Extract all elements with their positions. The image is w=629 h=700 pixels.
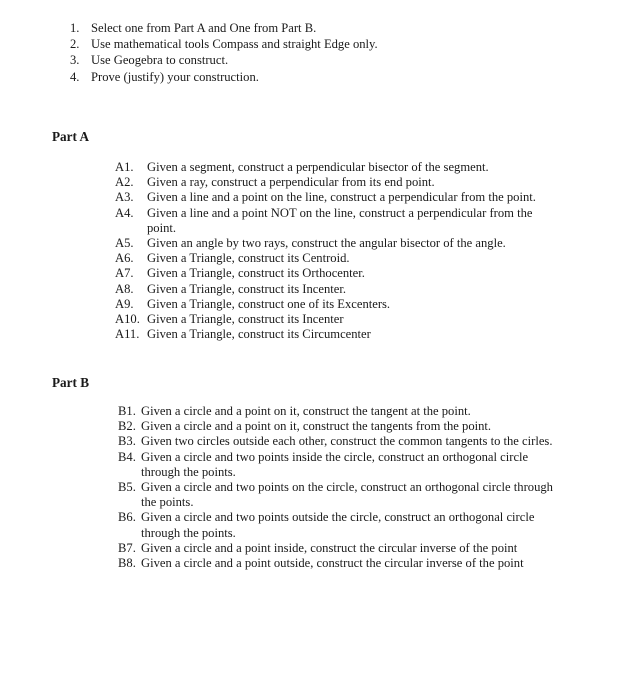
item-text: Given an angle by two rays, construct the angular bisector of the angle.: [147, 236, 506, 251]
item-code: A6.: [115, 251, 134, 266]
item-code: B8.: [118, 556, 136, 571]
item-continuation: point.: [147, 220, 177, 235]
item-code: A5.: [115, 236, 134, 251]
item-text: Given a Triangle, construct one of its Excenters.: [147, 296, 391, 311]
part-a-list: [115, 160, 585, 342]
item-text: Given a segment, construct a perpendicular bisector of the segment.: [147, 160, 489, 174]
part-a-item: [115, 282, 585, 297]
item-text: Given a line and a point on the line, construct a perpendicular from the point.: [147, 190, 536, 205]
item-text: Given a circle and a point outside, construct the circular inverse of the point: [141, 556, 524, 571]
part-b-item: [118, 480, 588, 495]
item-code: B6.: [118, 510, 136, 525]
item-code: B3.: [118, 434, 136, 449]
instruction-item: [70, 69, 610, 85]
item-text: Given a ray, construct a perpendicular from its end point.: [147, 175, 435, 190]
item-text: Given a circle and a point on it, construct the tangent at the point.: [141, 404, 471, 418]
item-text: Given a Triangle, construct its Incenter.: [147, 281, 347, 296]
part-a-item: [115, 206, 585, 221]
item-text: Given a line and a point NOT on the line, construct a perpendicular from the: [147, 205, 533, 220]
part-a-item: [115, 175, 585, 190]
item-continuation: the points.: [141, 495, 194, 510]
instruction-text: Use Geogebra to construct.: [91, 53, 229, 68]
item-continuation: through the points.: [141, 464, 236, 479]
part-b-heading: Part B: [52, 375, 89, 390]
part-b-item: [118, 419, 588, 434]
item-continuation: through the points.: [141, 525, 236, 540]
part-b-list: [118, 404, 588, 571]
part-b-item: [118, 404, 588, 419]
part-a-item: [115, 160, 585, 175]
item-text: Given a circle and a point inside, construct the circular inverse of the point: [141, 540, 518, 555]
item-text: Given two circles outside each other, construct the common tangents to the cirles.: [141, 434, 553, 449]
part-b-item: [118, 510, 588, 525]
part-a-item: [115, 190, 585, 205]
part-a-item: [115, 236, 585, 251]
item-code: A7.: [115, 266, 134, 281]
part-a-item: [115, 297, 585, 312]
instruction-item: [70, 52, 610, 68]
item-text: Given a circle and a point on it, construct the tangents from the point.: [141, 419, 492, 434]
item-text: Given a Triangle, construct its Circumcenter: [147, 327, 371, 342]
part-b-item: [118, 556, 588, 571]
part-b-item: [118, 434, 588, 449]
instruction-text: Select one from Part A and One from Part B.: [91, 21, 317, 35]
item-code: A9.: [115, 296, 134, 311]
item-text: Given a Triangle, construct its Orthocenter.: [147, 266, 365, 281]
part-a-heading: Part A: [52, 129, 89, 144]
item-code: B7.: [118, 540, 136, 555]
instruction-text: Use mathematical tools Compass and straight Edge only.: [91, 37, 378, 52]
part-a-item: [115, 251, 585, 266]
instruction-number: 2.: [70, 37, 80, 52]
part-a-item: [115, 266, 585, 281]
item-code: B2.: [118, 419, 136, 434]
instructions-list: [70, 20, 610, 85]
part-a-item: [115, 327, 585, 342]
item-text: Given a Triangle, construct its Centroid.: [147, 251, 350, 266]
item-code: A8.: [115, 281, 134, 296]
item-code: A4.: [115, 205, 134, 220]
item-code: A2.: [115, 175, 134, 190]
part-b-item: [118, 541, 588, 556]
instruction-item: [70, 36, 610, 52]
instruction-item: [70, 20, 610, 36]
item-code: A11.: [115, 327, 140, 342]
item-text: Given a circle and two points inside the circle, construct an orthogonal circle: [141, 449, 529, 464]
instruction-number: 4.: [70, 69, 80, 84]
item-code: A1.: [115, 160, 134, 174]
item-text: Given a circle and two points outside the circle, construct an orthogonal circle: [141, 510, 535, 525]
part-a-item: [115, 312, 585, 327]
instruction-text: Prove (justify) your construction.: [91, 69, 259, 84]
item-code: A10.: [115, 312, 140, 327]
item-code: B5.: [118, 480, 136, 495]
item-code: B4.: [118, 449, 136, 464]
instruction-number: 1.: [70, 21, 80, 35]
item-code: B1.: [118, 404, 136, 418]
part-b-item: [118, 450, 588, 465]
item-text: Given a Triangle, construct its Incenter: [147, 312, 344, 327]
instruction-number: 3.: [70, 53, 80, 68]
item-code: A3.: [115, 190, 134, 205]
item-text: Given a circle and two points on the circle, construct an orthogonal circle through: [141, 480, 553, 495]
